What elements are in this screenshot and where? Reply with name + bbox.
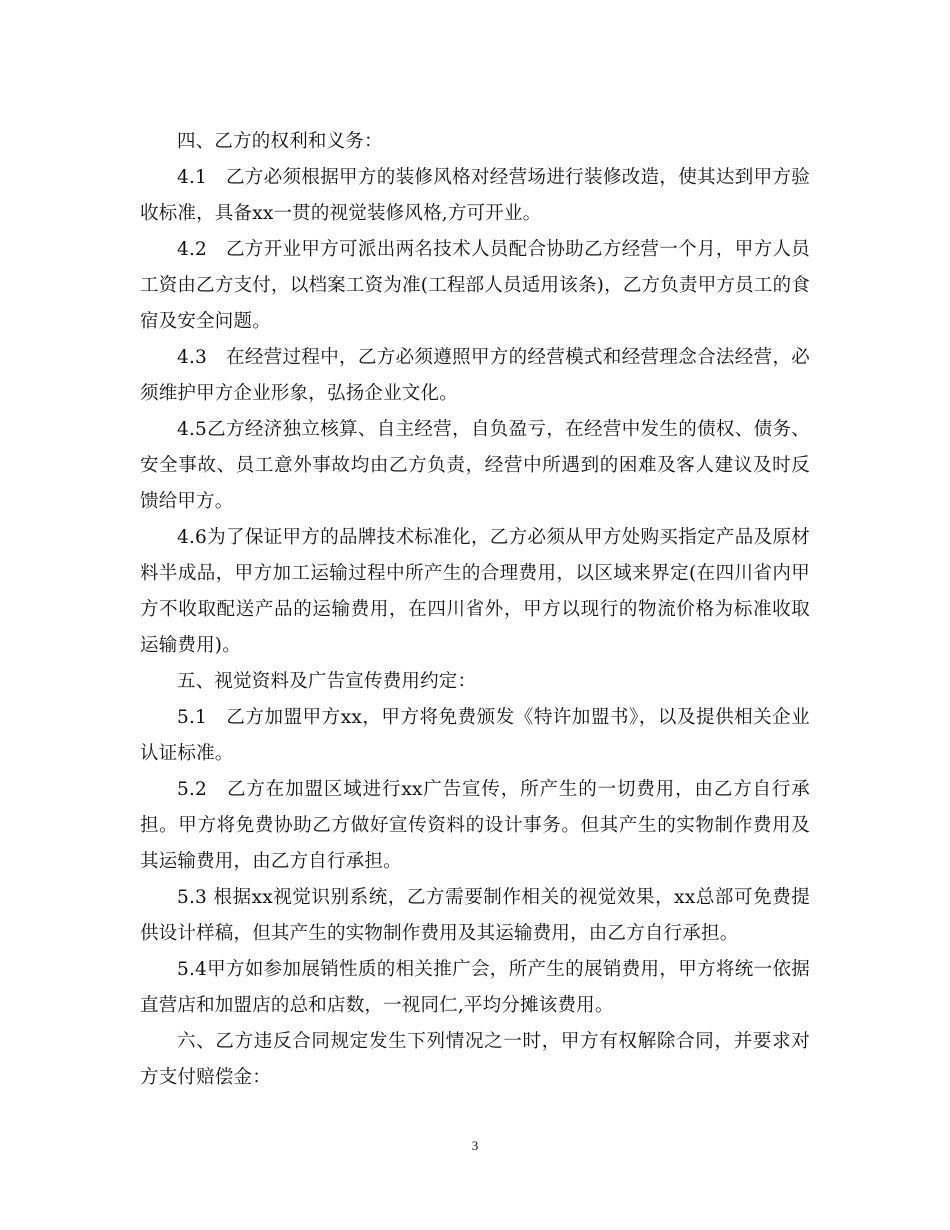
clause-4-2: 4.2 乙方开业甲方可派出两名技术人员配合协助乙方经营一个月，甲方人员工资由乙方支付，以档案工资为准(工程部人员适用该条)，乙方负责甲方员工的食宿及安全问题。 bbox=[140, 239, 810, 332]
clause-4-6: 4.6为了保证甲方的品牌技术标准化，乙方必须从甲方处购买指定产品及原材料半成品，甲方加工运输过程中所产生的合理费用，以区域来界定(在四川省内甲方不收取配送产品的运输费用，在四川省外，甲方以现行的物流价格为标准收取运输费用)。 bbox=[140, 527, 810, 656]
clause-5-4: 5.4甲方如参加展销性质的相关推广会，所产生的展销费用，甲方将统一依据直营店和加盟店的总和店数，一视同仁,平均分摊该费用。 bbox=[140, 959, 810, 1016]
clause-5-1: 5.1 乙方加盟甲方xx，甲方将免费颁发《特许加盟书》，以及提供相关企业认证标准。 bbox=[140, 707, 810, 764]
page-number: 3 bbox=[471, 1138, 479, 1153]
clause-4-5: 4.5乙方经济独立核算、自主经营，自负盈亏，在经营中发生的债权、债务、安全事故、员工意外事故均由乙方负责，经营中所遇到的困难及客人建议及时反馈给甲方。 bbox=[140, 419, 810, 512]
clause-4-1: 4.1 乙方必须根据甲方的装修风格对经营场进行装修改造，使其达到甲方验收标准，具备xx一贯的视觉装修风格,方可开业。 bbox=[140, 167, 810, 224]
clause-5-3: 5.3 根据xx视觉识别系统，乙方需要制作相关的视觉效果，xx总部可免费提供设计样稿，但其产生的实物制作费用及其运输费用，由乙方自行承担。 bbox=[140, 887, 810, 944]
section-heading-visual-advertising: 五、视觉资料及广告宣传费用约定： bbox=[177, 671, 477, 692]
section-heading-rights-obligations: 四、乙方的权利和义务： bbox=[177, 131, 383, 152]
clause-5-2: 5.2 乙方在加盟区域进行xx广告宣传，所产生的一切费用，由乙方自行承担。甲方将免费协助乙方做好宣传资料的设计事务。但其产生的实物制作费用及其运输费用，由乙方自行承担。 bbox=[140, 779, 810, 872]
document-body bbox=[140, 124, 810, 1096]
section-heading-termination: 六、乙方违反合同规定发生下列情况之一时，甲方有权解除合同，并要求对方支付赔偿金： bbox=[140, 1031, 810, 1088]
clause-4-3: 4.3 在经营过程中，乙方必须遵照甲方的经营模式和经营理念合法经营，必须维护甲方企业形象，弘扬企业文化。 bbox=[140, 347, 810, 404]
